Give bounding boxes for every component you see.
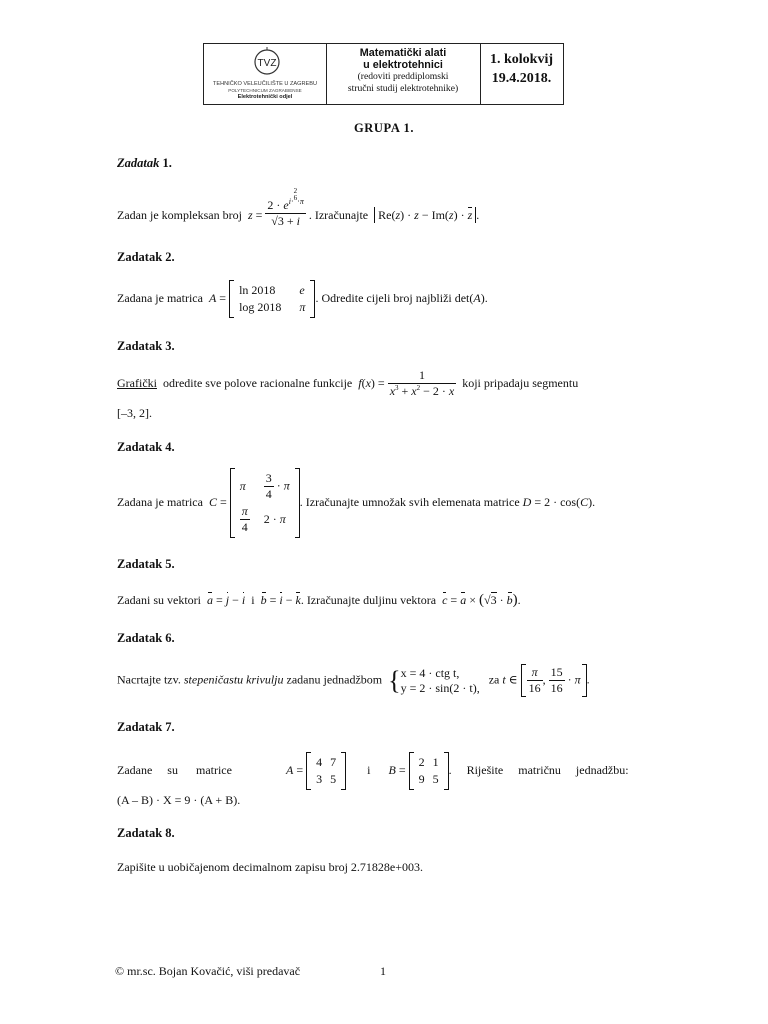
task-3-heading: Zadatak 3. xyxy=(117,339,175,353)
task-3-fraction: $\frac{1}{x^3 + x^2 - 2 \cdot x}$ xyxy=(389,368,455,398)
task-3-segment: [–3, 2]. xyxy=(117,406,152,420)
grafički-link[interactable]: Grafički xyxy=(117,376,157,390)
header-box xyxy=(203,43,564,105)
header-course-cell xyxy=(326,44,481,104)
task-6-system: x = 4 · ctg t, y = 2 · sin(2 · t), xyxy=(400,665,480,695)
task-4-text: Zadana je matrica C = π $\frac{3}{4}$ · π $\frac{\pi}{4}$ 2 · π . Izračunajte umnožak svih elemenata matrice D = 2 · cos(C). xyxy=(117,468,595,538)
task-7-heading: Zadatak 7. xyxy=(117,720,175,734)
footer-author: © mr.sc. Bojan Kovačić, viši predavač xyxy=(115,964,301,978)
task-5-heading: Zadatak 5. xyxy=(117,557,175,571)
task-8-heading: Zadatak 8. xyxy=(117,826,175,840)
task-1-fraction: $2 \cdot e^{i\cdot 2 6\cdot\pi}$ √3 + i xyxy=(267,187,304,228)
matrix-b-task7: 2 1 9 5 xyxy=(409,752,449,790)
task-7-equation: (A – B) · X = 9 · (A + B). xyxy=(117,793,241,807)
task-2-heading: Zadatak 2. xyxy=(117,250,175,264)
header-exam-cell xyxy=(480,44,563,104)
group-title: GRUPA 1. xyxy=(353,121,415,135)
task-4-heading: Zadatak 4. xyxy=(117,440,175,454)
course-title-1: Matematički alati xyxy=(359,47,447,59)
task-1-heading: Zadatak 1. xyxy=(117,156,172,170)
institution-name: TEHNIČKO VELEUČILIŠTE U ZAGREBU xyxy=(212,81,318,87)
course-subtitle-1: (redoviti preddiplomski xyxy=(357,71,449,82)
institution-latin: POLYTECHNICUM ZAGRABIENSE xyxy=(228,88,302,93)
task-6-heading: Zadatak 6. xyxy=(117,631,175,645)
course-subtitle-2: stručni studij elektrotehnike) xyxy=(347,83,459,94)
matrix-a-task2: ln 2018 e log 2018 π xyxy=(229,280,315,318)
exam-date: 19.4.2018. xyxy=(491,71,552,86)
matrix-c-task4: π $\frac{3}{4}$ · π $\frac{\pi}{4}$ 2 · π xyxy=(230,468,300,538)
task-5-text: Zadani su vektori a = j − i i b = i − k. Izračunajte duljinu vektora c = a × (√3 · b). xyxy=(117,592,521,608)
task-8-text: Zapišite u uobičajenom decimalnom zapisu broj 2.71828e+003. xyxy=(117,860,424,874)
task-3-text: Grafički odredite sve polove racionalne funkcije f(x) = $\frac{1}{x^3 + x^2 - 2 \cdot x}$ koji pripadaju segmentu xyxy=(117,368,579,398)
course-title-2: u elektrotehnici xyxy=(363,59,443,71)
task-2-text: Zadana je matrica A = ln 2018 e log 2018 π . Odredite cijeli broj najbliži det(A). xyxy=(117,280,488,318)
task-1-text: Zadan je kompleksan broj z = $2 \cdot e^{i\cdot 2 6\cdot\pi}$ √3 + i . Izračunajte Re(z) · z − Im(z) · z . xyxy=(117,187,480,228)
page-number: 1 xyxy=(380,964,386,978)
task-7-text: Zadane su matrice A = 4 7 3 5 i B = 2 1 9 5 . Riješite matričnu jednadžbu: xyxy=(117,752,652,790)
task-6-interval: $\frac{\pi}{16}$ , $\frac{15}{16}$ · π xyxy=(521,664,587,697)
header-logo-cell xyxy=(204,44,327,104)
tvz-logo-icon xyxy=(248,47,286,79)
exam-name: 1. kolokvij xyxy=(489,52,553,67)
task-6-text: Nacrtajte tzv. stepeničastu krivulju zadanu jednadžbom {x = 4 · ctg t, y = 2 · sin(2 · t), za t ∈ $\frac{\pi}{16}$ , $\frac{15}{16}$ · π . xyxy=(117,665,590,695)
matrix-a-task7: 4 7 3 5 xyxy=(306,752,346,790)
svg-text:TVZ: TVZ xyxy=(257,58,277,69)
institution-dept: Elektrotehnički odjel xyxy=(237,94,293,100)
